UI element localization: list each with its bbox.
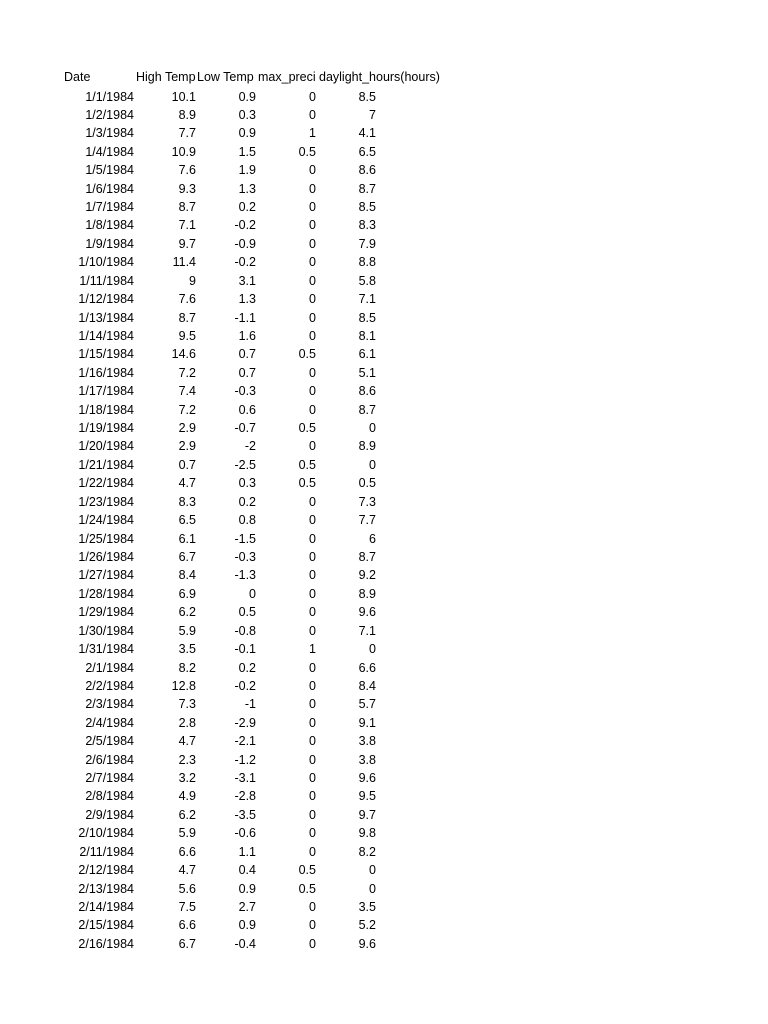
cell-daylight-hours: 6 [369,531,376,546]
cell-date: 2/2/1984 [85,678,134,693]
cell-daylight-hours: 8.5 [358,310,376,325]
table-row [0,474,768,492]
cell-date: 1/15/1984 [78,347,134,362]
cell-high-temp: 9.7 [178,236,196,251]
cell-date: 1/19/1984 [78,421,134,436]
cell-high-temp: 12.8 [171,678,196,693]
cell-daylight-hours: 8.7 [358,181,376,196]
cell-low-temp: -3.1 [234,771,256,786]
cell-daylight-hours: 0 [369,863,376,878]
cell-max-preci: 0 [309,789,316,804]
cell-daylight-hours: 5.2 [358,918,376,933]
cell-date: 1/6/1984 [85,181,134,196]
cell-high-temp: 6.6 [178,844,196,859]
cell-date: 1/12/1984 [78,292,134,307]
cell-low-temp: 0.9 [238,89,256,104]
cell-low-temp: 1.5 [238,144,256,159]
cell-daylight-hours: 3.8 [358,752,376,767]
cell-high-temp: 8.2 [178,660,196,675]
cell-high-temp: 7.6 [178,292,196,307]
header-daylight-hours: daylight_hours(hours) [319,70,440,84]
table-row [0,548,768,566]
table-row [0,843,768,861]
cell-date: 1/16/1984 [78,365,134,380]
cell-max-preci: 0 [309,402,316,417]
cell-daylight-hours: 0 [369,457,376,472]
cell-date: 1/8/1984 [85,218,134,233]
cell-low-temp: 0.4 [238,863,256,878]
table-row [0,566,768,584]
cell-daylight-hours: 8.9 [358,439,376,454]
table-row [0,916,768,934]
cell-low-temp: 0.7 [238,347,256,362]
cell-low-temp: -2.8 [234,789,256,804]
table-row [0,861,768,879]
cell-high-temp: 10.1 [171,89,196,104]
cell-high-temp: 5.9 [178,826,196,841]
header-high-temp: High Temp [136,70,196,84]
cell-max-preci: 0 [309,310,316,325]
cell-low-temp: 1.1 [238,844,256,859]
table-row [0,659,768,677]
table-row [0,309,768,327]
cell-low-temp: 0.3 [238,476,256,491]
cell-daylight-hours: 8.5 [358,200,376,215]
cell-date: 1/28/1984 [78,586,134,601]
table-row [0,106,768,124]
cell-max-preci: 0 [309,936,316,951]
cell-max-preci: 0 [309,918,316,933]
cell-high-temp: 4.9 [178,789,196,804]
cell-high-temp: 0.7 [178,457,196,472]
cell-max-preci: 0 [309,163,316,178]
cell-max-preci: 0 [309,273,316,288]
cell-max-preci: 0 [309,623,316,638]
cell-max-preci: 0 [309,439,316,454]
cell-high-temp: 10.9 [171,144,196,159]
table-row [0,364,768,382]
cell-daylight-hours: 8.7 [358,402,376,417]
cell-max-preci: 0 [309,200,316,215]
cell-low-temp: -0.3 [234,550,256,564]
cell-low-temp: -1 [244,697,256,712]
cell-low-temp: 0.2 [238,660,256,675]
cell-max-preci: 0 [309,568,316,583]
cell-daylight-hours: 0 [369,642,376,657]
cell-max-preci: 0 [309,255,316,270]
cell-date: 1/25/1984 [78,531,134,546]
cell-high-temp: 6.7 [178,550,196,564]
cell-high-temp: 8.7 [178,200,196,215]
table-row [0,787,768,805]
cell-daylight-hours: 4.1 [358,126,376,141]
cell-daylight-hours: 0.5 [358,476,376,491]
table-row [0,143,768,161]
cell-low-temp: -0.8 [234,623,256,638]
cell-high-temp: 4.7 [178,863,196,878]
cell-max-preci: 0 [309,365,316,380]
cell-low-temp: 0.8 [238,513,256,528]
cell-date: 1/30/1984 [78,623,134,638]
cell-high-temp: 6.5 [178,513,196,528]
cell-daylight-hours: 9.5 [358,789,376,804]
table-row [0,272,768,290]
cell-low-temp: 3.1 [238,273,256,288]
table-row [0,751,768,769]
table-row [0,824,768,842]
cell-date: 1/14/1984 [78,328,134,343]
cell-daylight-hours: 8.5 [358,89,376,104]
cell-date: 1/10/1984 [78,255,134,270]
cell-low-temp: 0.3 [238,107,256,122]
cell-low-temp: 1.9 [238,163,256,178]
table-row [0,511,768,529]
cell-high-temp: 7.3 [178,697,196,712]
cell-date: 1/1/1984 [85,89,134,104]
cell-date: 2/10/1984 [78,826,134,841]
table-row [0,216,768,234]
table-row [0,806,768,824]
cell-high-temp: 5.6 [178,881,196,896]
cell-daylight-hours: 6.5 [358,144,376,159]
cell-max-preci: 0 [309,826,316,841]
cell-low-temp: -0.6 [234,826,256,841]
cell-max-preci: 0 [309,494,316,509]
cell-low-temp: 0.5 [238,605,256,620]
cell-daylight-hours: 5.8 [358,273,376,288]
table-row [0,935,768,953]
cell-max-preci: 0 [309,771,316,786]
cell-daylight-hours: 7.3 [358,494,376,509]
table-row [0,327,768,345]
table-row [0,345,768,363]
cell-date: 1/5/1984 [85,163,134,178]
cell-high-temp: 8.3 [178,494,196,509]
cell-low-temp: -1.2 [234,752,256,767]
cell-max-preci: 0 [309,844,316,859]
cell-max-preci: 0 [309,531,316,546]
cell-daylight-hours: 5.7 [358,697,376,712]
table-row [0,898,768,916]
cell-high-temp: 2.3 [178,752,196,767]
cell-max-preci: 0.5 [298,881,316,896]
cell-max-preci: 0 [309,734,316,749]
cell-date: 2/8/1984 [85,789,134,804]
header-row [0,68,768,86]
cell-max-preci: 0 [309,513,316,528]
cell-low-temp: 1.3 [238,181,256,196]
cell-high-temp: 9.5 [178,328,196,343]
cell-date: 2/1/1984 [85,660,134,675]
cell-high-temp: 2.8 [178,715,196,730]
cell-high-temp: 7.1 [178,218,196,233]
cell-date: 2/3/1984 [85,697,134,712]
cell-max-preci: 0 [309,605,316,620]
cell-daylight-hours: 9.2 [358,568,376,583]
cell-low-temp: 0.9 [238,126,256,141]
cell-high-temp: 9.3 [178,181,196,196]
cell-date: 2/13/1984 [78,881,134,896]
table-row [0,382,768,400]
cell-date: 1/29/1984 [78,605,134,620]
cell-high-temp: 6.7 [178,936,196,951]
table-row [0,585,768,603]
cell-low-temp: -2.1 [234,734,256,749]
cell-date: 2/7/1984 [85,771,134,786]
cell-daylight-hours: 8.6 [358,384,376,399]
cell-low-temp: -2 [244,439,256,454]
cell-date: 1/20/1984 [78,439,134,454]
cell-daylight-hours: 9.6 [358,771,376,786]
cell-max-preci: 1 [309,642,316,657]
cell-max-preci: 0 [309,107,316,122]
cell-date: 1/27/1984 [78,568,134,583]
cell-max-preci: 0 [309,218,316,233]
cell-max-preci: 0 [309,678,316,693]
cell-daylight-hours: 9.1 [358,715,376,730]
cell-low-temp: -0.1 [234,642,256,657]
cell-high-temp: 6.1 [178,531,196,546]
cell-date: 2/15/1984 [78,918,134,933]
table-row [0,603,768,621]
cell-max-preci: 0 [309,292,316,307]
cell-high-temp: 9 [189,273,196,288]
cell-low-temp: -1.1 [234,310,256,325]
cell-high-temp: 7.5 [178,899,196,914]
cell-date: 2/5/1984 [85,734,134,749]
table-row [0,456,768,474]
cell-max-preci: 0 [309,89,316,104]
cell-high-temp: 7.7 [178,126,196,141]
cell-high-temp: 8.9 [178,107,196,122]
cell-max-preci: 0 [309,697,316,712]
cell-daylight-hours: 0 [369,881,376,896]
cell-date: 1/17/1984 [78,384,134,399]
cell-high-temp: 5.9 [178,623,196,638]
table-row [0,419,768,437]
table-row [0,401,768,419]
table-row [0,880,768,898]
cell-high-temp: 7.4 [178,384,196,399]
cell-high-temp: 8.7 [178,310,196,325]
header-max-preci: max_preci [258,70,316,84]
cell-low-temp: 2.7 [238,899,256,914]
cell-high-temp: 14.6 [171,347,196,362]
cell-date: 1/9/1984 [85,236,134,251]
cell-max-preci: 0 [309,899,316,914]
cell-date: 1/24/1984 [78,513,134,528]
cell-low-temp: -0.2 [234,678,256,693]
cell-max-preci: 0.5 [298,421,316,436]
cell-daylight-hours: 7.1 [358,623,376,638]
cell-daylight-hours: 8.1 [358,328,376,343]
cell-low-temp: -1.3 [234,568,256,583]
cell-max-preci: 0 [309,715,316,730]
cell-max-preci: 0.5 [298,457,316,472]
cell-high-temp: 3.2 [178,771,196,786]
table-row [0,290,768,308]
cell-low-temp: 1.3 [238,292,256,307]
cell-daylight-hours: 9.6 [358,936,376,951]
cell-high-temp: 6.2 [178,807,196,822]
cell-high-temp: 6.6 [178,918,196,933]
cell-date: 1/18/1984 [78,402,134,417]
cell-max-preci: 1 [309,126,316,141]
cell-high-temp: 6.2 [178,605,196,620]
cell-low-temp: -2.9 [234,715,256,730]
cell-max-preci: 0 [309,384,316,399]
cell-daylight-hours: 8.9 [358,586,376,601]
cell-daylight-hours: 5.1 [358,365,376,380]
cell-max-preci: 0 [309,807,316,822]
cell-low-temp: -0.2 [234,218,256,233]
cell-date: 1/21/1984 [78,457,134,472]
cell-max-preci: 0 [309,181,316,196]
cell-max-preci: 0.5 [298,863,316,878]
table-row [0,640,768,658]
cell-date: 2/11/1984 [79,844,134,859]
cell-max-preci: 0 [309,660,316,675]
cell-daylight-hours: 8.4 [358,678,376,693]
cell-low-temp: -0.4 [234,936,256,951]
cell-high-temp: 7.2 [178,402,196,417]
cell-date: 2/6/1984 [85,752,134,767]
cell-high-temp: 6.9 [178,586,196,601]
cell-daylight-hours: 8.6 [358,163,376,178]
cell-max-preci: 0 [309,550,316,564]
cell-low-temp: 0.2 [238,494,256,509]
cell-date: 1/7/1984 [85,200,134,215]
cell-daylight-hours: 8.8 [358,255,376,270]
cell-daylight-hours: 7 [369,107,376,122]
cell-daylight-hours: 9.7 [358,807,376,822]
cell-high-temp: 8.4 [178,568,196,583]
cell-low-temp: 0 [249,586,256,601]
cell-low-temp: -0.2 [234,255,256,270]
cell-max-preci: 0.5 [298,144,316,159]
cell-high-temp: 11.4 [172,255,196,270]
table-row [0,88,768,106]
cell-daylight-hours: 6.1 [358,347,376,362]
cell-daylight-hours: 3.8 [358,734,376,749]
cell-high-temp: 2.9 [178,421,196,436]
cell-low-temp: 0.9 [238,918,256,933]
cell-daylight-hours: 7.7 [358,513,376,528]
table-row [0,253,768,271]
cell-max-preci: 0 [309,328,316,343]
cell-high-temp: 4.7 [178,734,196,749]
cell-date: 1/26/1984 [78,550,134,564]
cell-date: 2/12/1984 [78,863,134,878]
cell-high-temp: 7.2 [178,365,196,380]
table-row [0,622,768,640]
cell-date: 1/3/1984 [85,126,134,141]
cell-date: 1/31/1984 [78,642,134,657]
table-row [0,677,768,695]
table-row [0,530,768,548]
cell-daylight-hours: 3.5 [358,899,376,914]
table-row [0,124,768,142]
cell-date: 1/11/1984 [79,273,134,288]
cell-date: 1/13/1984 [78,310,134,325]
cell-daylight-hours: 9.8 [358,826,376,841]
table-row [0,695,768,713]
cell-high-temp: 7.6 [178,163,196,178]
cell-date: 1/2/1984 [85,107,134,122]
table-row [0,198,768,216]
cell-high-temp: 2.9 [178,439,196,454]
cell-low-temp: -3.5 [234,807,256,822]
cell-daylight-hours: 6.6 [358,660,376,675]
cell-low-temp: -2.5 [234,457,256,472]
cell-low-temp: -0.9 [234,236,256,251]
table-row [0,235,768,253]
cell-daylight-hours: 0 [369,421,376,436]
cell-high-temp: 4.7 [178,476,196,491]
cell-high-temp: 3.5 [178,642,196,657]
cell-low-temp: 0.2 [238,200,256,215]
cell-low-temp: -0.3 [234,384,256,399]
table-row [0,161,768,179]
cell-daylight-hours: 9.6 [358,605,376,620]
header-date: Date [64,70,91,84]
table-row [0,180,768,198]
table-row [0,493,768,511]
table-row [0,437,768,455]
table-row [0,769,768,787]
cell-date: 2/14/1984 [78,899,134,914]
cell-low-temp: -0.7 [234,421,256,436]
cell-date: 2/16/1984 [78,936,134,951]
cell-max-preci: 0 [309,236,316,251]
cell-max-preci: 0 [309,752,316,767]
cell-daylight-hours: 8.2 [358,844,376,859]
table-row [0,732,768,750]
cell-date: 2/4/1984 [85,715,134,730]
cell-daylight-hours: 7.9 [358,236,376,251]
cell-daylight-hours: 7.1 [358,292,376,307]
cell-low-temp: 0.6 [238,402,256,417]
cell-date: 1/4/1984 [85,144,134,159]
cell-max-preci: 0.5 [298,347,316,362]
cell-date: 1/22/1984 [78,476,134,491]
table-row [0,714,768,732]
cell-date: 1/23/1984 [78,494,134,509]
cell-low-temp: -1.5 [234,531,256,546]
cell-daylight-hours: 8.3 [358,218,376,233]
cell-low-temp: 0.7 [238,365,256,380]
cell-low-temp: 0.9 [238,881,256,896]
cell-max-preci: 0 [309,586,316,601]
header-low-temp: Low Temp [197,70,254,84]
cell-date: 2/9/1984 [85,807,134,822]
cell-low-temp: 1.6 [238,328,256,343]
cell-max-preci: 0.5 [298,476,316,491]
cell-daylight-hours: 8.7 [358,550,376,564]
